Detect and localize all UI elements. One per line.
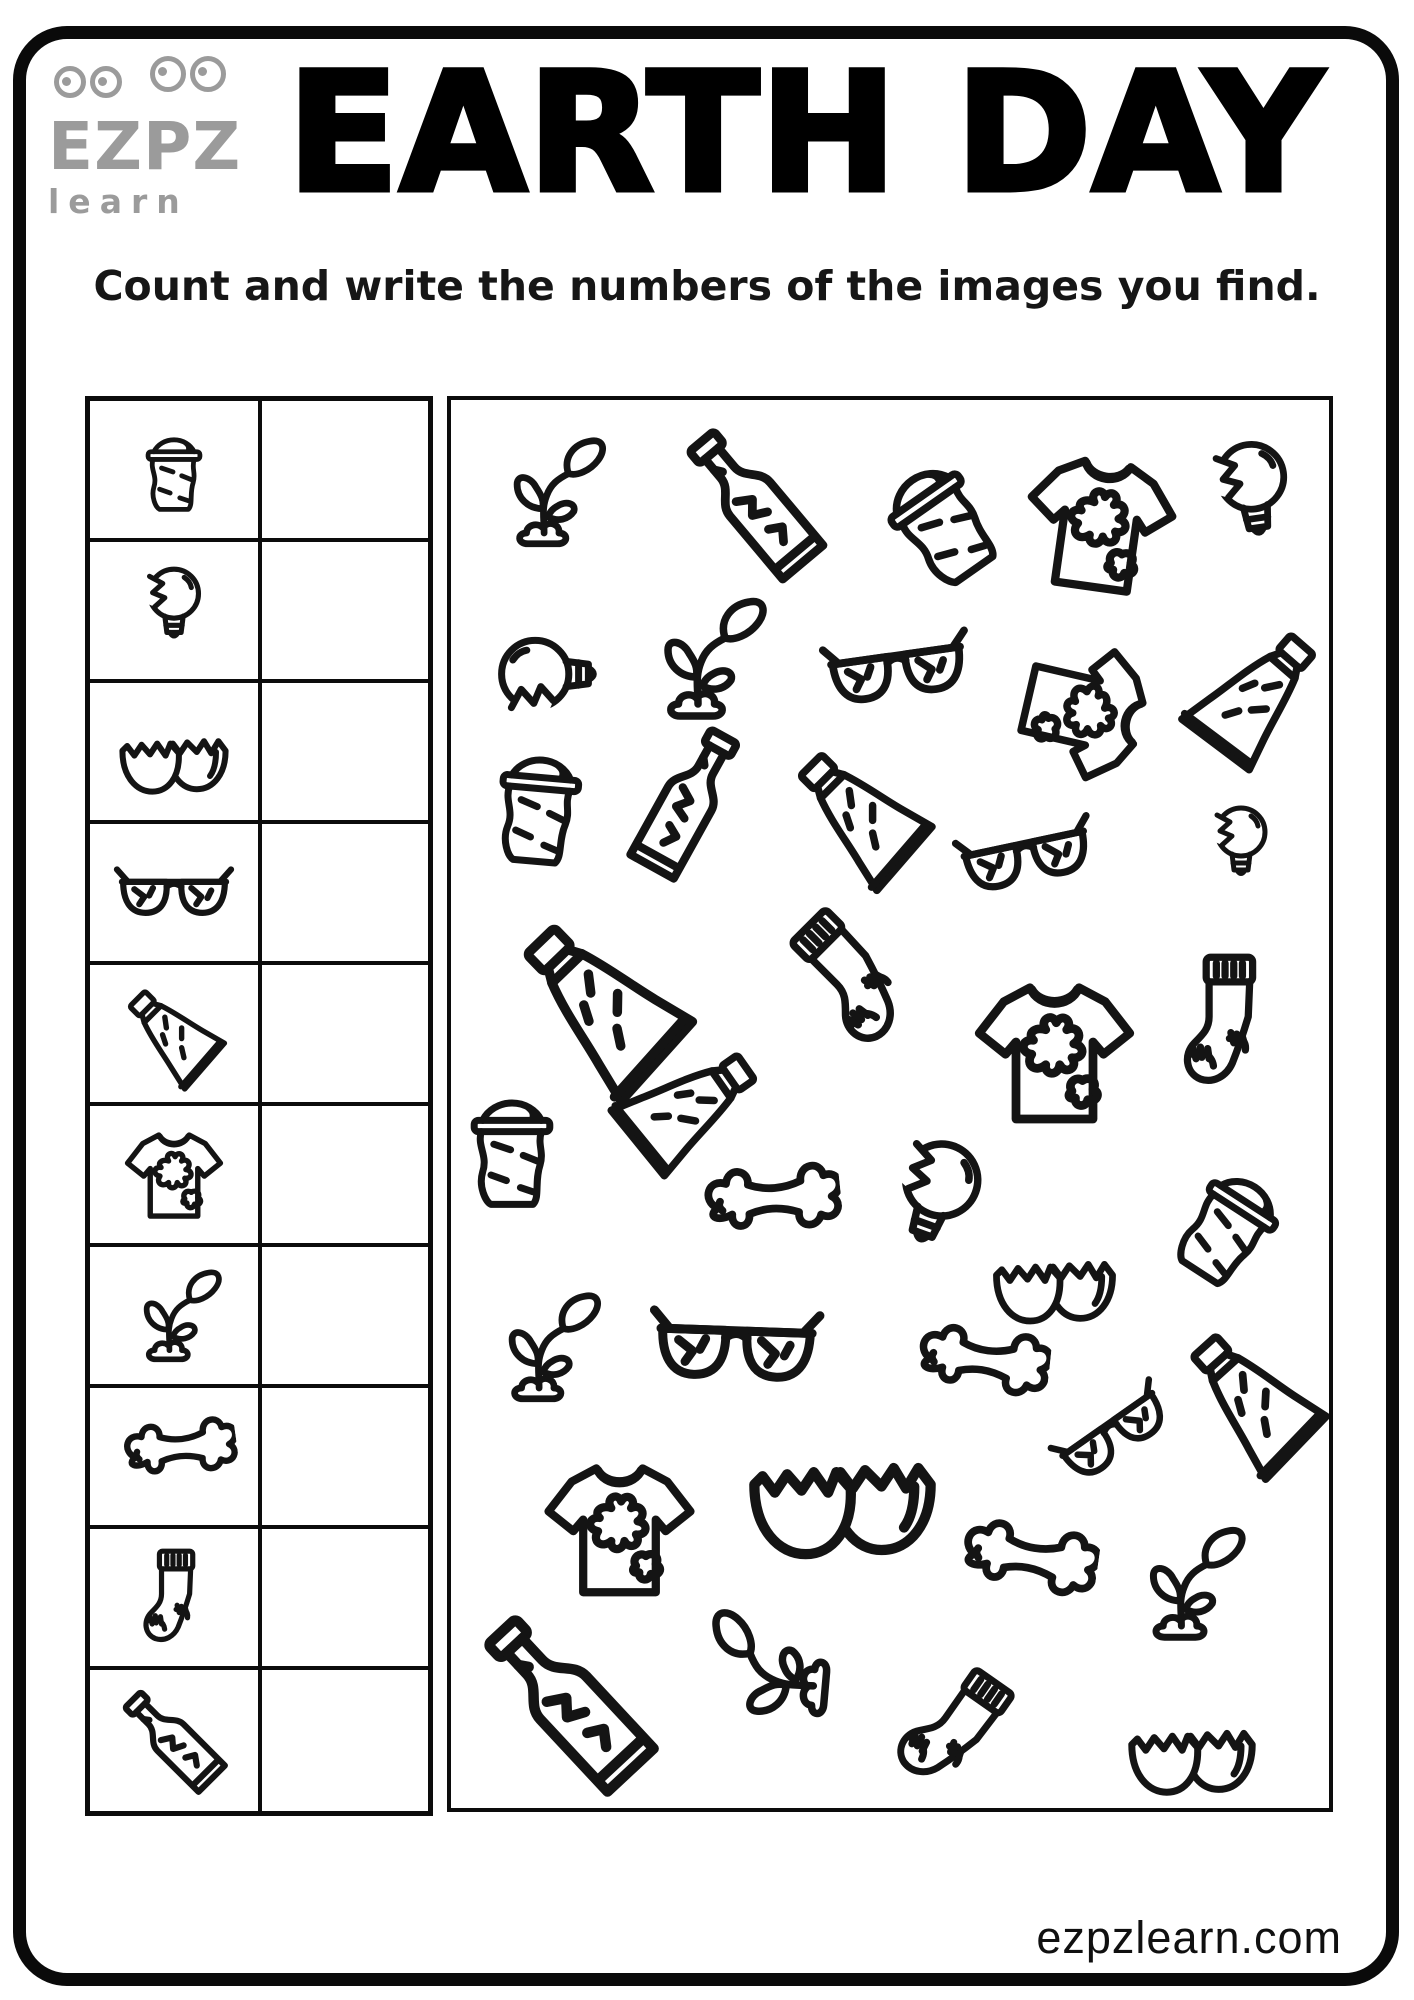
answer-cell-tshirt[interactable] [262,1106,428,1243]
sunglasses-icon [112,831,236,955]
toothpaste-icon[interactable] [1145,1290,1333,1509]
answer-cell-sock[interactable] [262,1529,428,1666]
tshirt-icon[interactable] [994,621,1174,801]
table-row [90,1106,428,1247]
icon-cell-tshirt [90,1106,262,1243]
logo [48,86,268,221]
icon-cell-bone [90,1388,262,1525]
icon-cell-cup [90,401,262,538]
bone-icon [102,1388,247,1525]
answer-cell-eggshell[interactable] [262,683,428,820]
tshirt-icon[interactable] [967,965,1142,1140]
sprout-icon [117,1259,231,1373]
count-table [85,396,433,1816]
icon-cell-eggshell [90,683,262,820]
footer-link[interactable]: ezpzlearn.com [1036,1912,1342,1963]
bone-icon[interactable] [931,1478,1106,1653]
toothpaste-icon[interactable] [1151,593,1333,805]
logo-text: EZPZ [48,108,242,185]
cup-icon[interactable] [1134,1127,1328,1321]
sprout-icon[interactable] [482,425,617,560]
tshirt-icon [120,1121,228,1229]
bulb-icon[interactable] [1178,423,1330,575]
icon-cell-toothpaste [90,965,262,1102]
table-row [90,401,428,542]
sock-icon [122,1546,226,1650]
sunglasses-icon[interactable] [809,581,984,756]
icon-cell-sprout [90,1247,262,1384]
sock-icon[interactable] [859,1635,1054,1812]
logo-subtext: learn [48,182,189,221]
bulb-icon[interactable] [489,604,629,744]
sprout-icon[interactable] [477,1280,612,1415]
instruction-text: Count and write the numbers of the images you find. [93,262,1321,310]
search-field [447,396,1333,1812]
eggshell-icon[interactable] [740,1384,945,1589]
eggshell-icon[interactable] [1122,1676,1262,1812]
table-row [90,542,428,683]
eggshell-icon [114,692,234,812]
answer-cell-sunglasses[interactable] [262,824,428,961]
icon-cell-bulb [90,542,262,679]
bottle-icon [90,1670,262,1811]
sprout-icon[interactable] [1117,1514,1257,1654]
owl-eyes-icon [150,56,226,92]
answer-cell-sprout[interactable] [262,1247,428,1384]
table-row [90,1670,428,1811]
bulb-icon[interactable] [1191,799,1291,899]
table-row [90,965,428,1106]
answer-cell-bone[interactable] [262,1388,428,1525]
answer-cell-bulb[interactable] [262,542,428,679]
page-title: EARTH DAY [286,37,1324,229]
table-row [90,1529,428,1670]
answer-cell-toothpaste[interactable] [262,965,428,1102]
table-row [90,683,428,824]
icon-cell-sock [90,1529,262,1666]
bulb-icon [123,560,225,662]
table-row [90,1247,428,1388]
tshirt-icon[interactable] [1006,431,1192,617]
table-row [90,824,428,965]
owl-eyes-icon [54,66,122,98]
answer-cell-bottle[interactable] [262,1670,428,1811]
table-row [90,1388,428,1529]
icon-cell-sunglasses [90,824,262,961]
sock-icon[interactable] [1154,950,1299,1095]
icon-cell-bottle [90,1670,262,1811]
sock-icon[interactable] [748,870,960,1082]
answer-cell-cup[interactable] [262,401,428,538]
sunglasses-icon[interactable] [940,770,1112,942]
cup-icon[interactable] [447,1077,582,1217]
sprout-icon[interactable] [688,1595,851,1758]
cup-icon [126,422,222,518]
toothpaste-icon [98,965,251,1102]
